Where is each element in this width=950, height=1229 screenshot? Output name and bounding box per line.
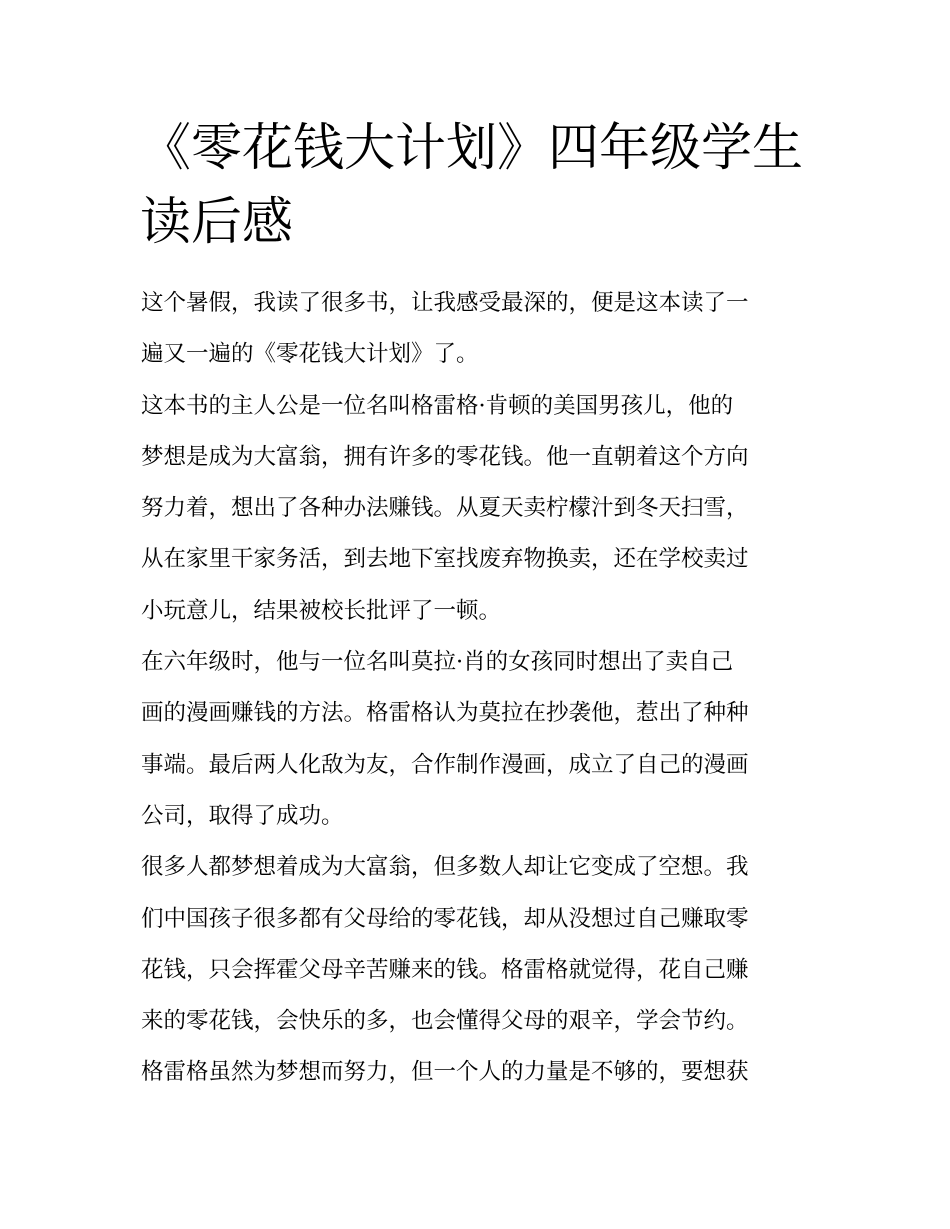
text-line: 在六年级时，他与一位名叫莫拉·肖的女孩同时想出了卖自己 bbox=[141, 649, 734, 676]
text-line: 格雷格虽然为梦想而努力，但一个人的力量是不够的，要想获 bbox=[141, 1059, 749, 1086]
text-line: 事端。最后两人化敌为友，合作制作漫画，成立了自己的漫画 bbox=[141, 751, 749, 778]
text-line: 画的漫画赚钱的方法。格雷格认为莫拉在抄袭他，惹出了种种 bbox=[141, 700, 749, 727]
title-line: 读后感 bbox=[140, 193, 294, 252]
page-title bbox=[140, 112, 820, 260]
text-line: 遍又一遍的《零花钱大计划》了。 bbox=[141, 341, 479, 368]
text-line: 公司，取得了成功。 bbox=[141, 802, 344, 829]
body-text bbox=[141, 278, 821, 1099]
title-line: 《零花钱大计划》四年级学生 bbox=[140, 119, 804, 178]
text-line: 很多人都梦想着成为大富翁，但多数人却让它变成了空想。我 bbox=[141, 854, 749, 881]
text-line: 努力着，想出了各种办法赚钱。从夏天卖柠檬汁到冬天扫雪， bbox=[141, 495, 749, 522]
text-line: 小玩意儿，结果被校长批评了一顿。 bbox=[141, 597, 502, 624]
text-line: 梦想是成为大富翁，拥有许多的零花钱。他一直朝着这个方向 bbox=[141, 443, 749, 470]
text-line: 们中国孩子很多都有父母给的零花钱，却从没想过自己赚取零 bbox=[141, 905, 749, 932]
text-line: 这个暑假，我读了很多书，让我感受最深的，便是这本读了一 bbox=[141, 290, 749, 316]
text-line: 花钱，只会挥霍父母辛苦赚来的钱。格雷格就觉得，花自己赚 bbox=[141, 956, 749, 983]
text-line: 来的零花钱，会快乐的多，也会懂得父母的艰辛，学会节约。 bbox=[141, 1008, 749, 1035]
text-line: 从在家里干家务活，到去地下室找废弃物换卖，还在学校卖过 bbox=[141, 546, 749, 573]
text-line: 这本书的主人公是一位名叫格雷格·肯顿的美国男孩儿，他的 bbox=[141, 392, 734, 419]
